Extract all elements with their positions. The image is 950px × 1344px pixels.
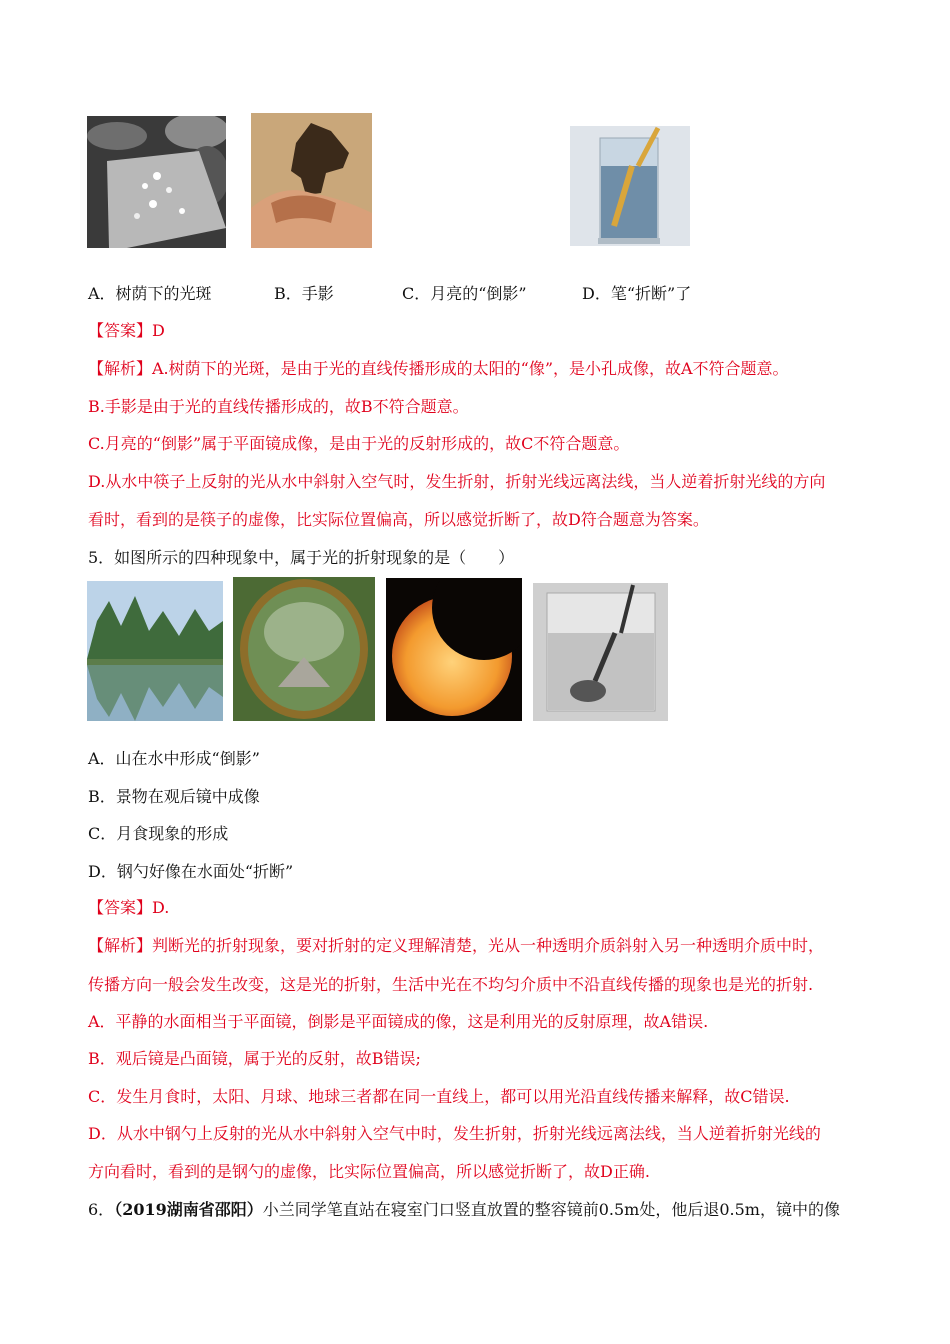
q5-analysis-line: C．发生月食时，太阳、月球、地球三者都在同一直线上，都可以用光沿直线传播来解释，故C错误.	[88, 1087, 790, 1106]
q5-analysis-line: B．观后镜是凸面镜，属于光的反射，故B错误;	[88, 1049, 421, 1068]
q5-analysis-line: A．平静的水面相当于平面镜，倒影是平面镜成的像，这是利用光的反射原理，故A错误.	[88, 1012, 709, 1031]
q4-answer: 【答案】D	[88, 321, 165, 340]
photo-rearview-mirror	[233, 577, 375, 721]
q5-option-c: C．月食现象的形成	[88, 824, 229, 843]
q5-analysis-line: 传播方向一般会发生改变，这是光的折射，生活中光在不均匀介质中不沿直线传播的现象也是光的折射.	[88, 975, 814, 994]
q6-text: 小兰同学笔直站在寝室门口竖直放置的整容镜前0.5m处，他后退0.5m，镜中的像	[262, 1200, 840, 1219]
q4-option-b: B．手影	[274, 284, 334, 303]
photo-lunar-eclipse	[386, 578, 522, 721]
photo-hand-shadow	[251, 113, 372, 248]
q6-stem	[88, 1200, 840, 1220]
q6-number: 6．	[88, 1200, 115, 1219]
q5-option-d: D．钢勺好像在水面处“折断”	[88, 862, 294, 881]
q4-analysis-line: C.月亮的“倒影”属于平面镜成像，是由于光的反射形成的，故C不符合题意。	[88, 434, 630, 453]
q4-analysis-line: D.从水中筷子上反射的光从水中斜射入空气时，发生折射，折射光线远离法线，当人逆着折射光线的方向	[88, 472, 826, 491]
photo-mountain-reflection	[87, 581, 223, 721]
photo-spoon-in-water	[533, 583, 668, 721]
q6-source: （2019湖南省邵阳）	[114, 1200, 263, 1219]
q4-option-a: A．树荫下的光斑	[88, 284, 212, 303]
q5-answer: 【答案】D.	[88, 898, 170, 917]
photo-pencil-in-glass	[570, 126, 690, 246]
q5-analysis-line: 方向看时，看到的是钢勺的虚像，比实际位置偏高，所以感觉折断了，故D正确.	[88, 1162, 650, 1181]
q5-option-a: A．山在水中形成“倒影”	[88, 749, 260, 768]
q4-analysis-line: 【解析】A.树荫下的光斑，是由于光的直线传播形成的太阳的“像”，是小孔成像，故A不符合题意。	[88, 359, 789, 378]
photo-shade-light-spots	[87, 116, 226, 248]
q4-analysis-line: 看时，看到的是筷子的虚像，比实际位置偏高，所以感觉折断了，故D符合题意为答案。	[88, 510, 709, 529]
q5-option-b: B．景物在观后镜中成像	[88, 787, 260, 806]
q4-option-d: D．笔“折断”了	[582, 284, 692, 303]
q5-analysis-line: 【解析】判断光的折射现象，要对折射的定义理解清楚，光从一种透明介质斜射入另一种透明介质中时，	[88, 936, 825, 955]
q4-option-c: C．月亮的“倒影”	[402, 284, 527, 303]
q5-stem: 5．如图所示的四种现象中，属于光的折射现象的是（ ）	[88, 548, 515, 567]
q4-analysis-line: B.手影是由于光的直线传播形成的，故B不符合题意。	[88, 397, 469, 416]
q4-options	[0, 284, 950, 304]
q5-analysis-line: D．从水中钢勺上反射的光从水中斜射入空气中时，发生折射，折射光线远离法线，当人逆着折射光线的	[88, 1124, 821, 1143]
